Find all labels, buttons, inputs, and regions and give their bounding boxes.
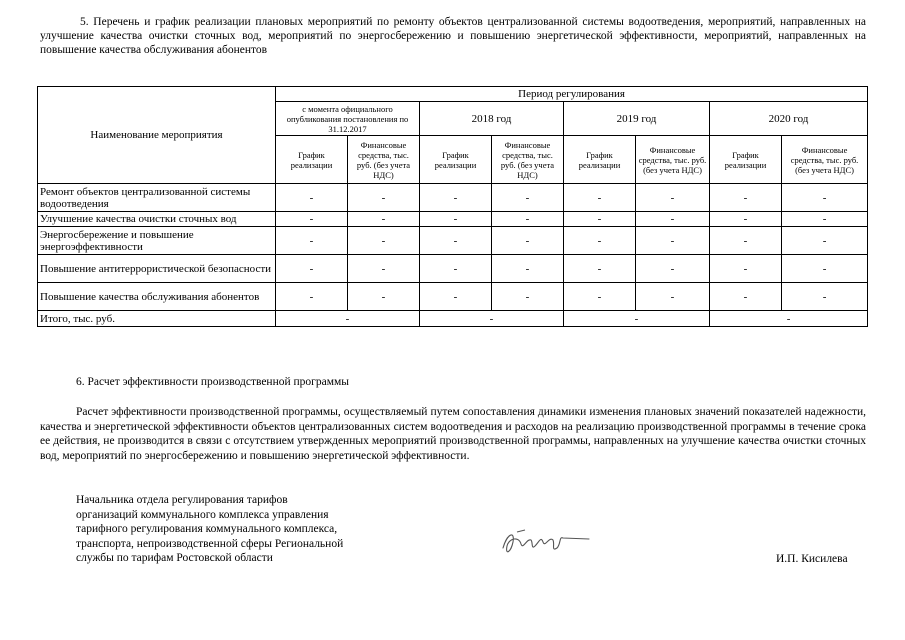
sub-header-schedule: График реализации (276, 136, 348, 184)
table-cell: - (276, 184, 348, 212)
row-activity-name: Улучшение качества очистки сточных вод (38, 212, 276, 227)
table-row (38, 212, 868, 227)
table-cell: - (564, 184, 636, 212)
table-row (38, 227, 868, 255)
row-activity-name: Ремонт объектов централизованной системы водоотведения (38, 184, 276, 212)
table-cell: - (636, 227, 710, 255)
table-cell: - (492, 283, 564, 311)
table-row (38, 283, 868, 311)
table-cell: - (564, 227, 636, 255)
table-cell: - (636, 255, 710, 283)
period-header-2018: 2018 год (420, 102, 564, 136)
period-header-2020: 2020 год (710, 102, 868, 136)
table-cell: - (492, 212, 564, 227)
total-cell: - (420, 311, 564, 327)
sub-header-finance: Финансовые средства, тыс. руб. (без учета НДС) (492, 136, 564, 184)
table-cell: - (420, 283, 492, 311)
table-cell: - (420, 184, 492, 212)
signer-position-line: Начальника отдела регулирования тарифов (76, 494, 288, 506)
table-cell: - (420, 227, 492, 255)
section-5-heading: 5. Перечень и график реализации плановых мероприятий по ремонту объектов централизованной системы водоотведения, мероприятий, направленных на улучшение качества очистки сточных вод, мероприятий по энергосбережению и повышению энергетической эффективности, мероприятий, направленных на повышение качества обслуживания абонентов (40, 16, 866, 56)
table-cell: - (564, 212, 636, 227)
table-cell: - (782, 283, 868, 311)
table-row (38, 184, 868, 212)
signature-icon (497, 526, 597, 560)
table-cell: - (276, 227, 348, 255)
table-cell: - (564, 283, 636, 311)
table-cell: - (420, 255, 492, 283)
table-cell: - (782, 255, 868, 283)
total-cell: - (564, 311, 710, 327)
signer-position-line: организаций коммунального комплекса управления (76, 508, 329, 521)
signer-name: И.П. Кисилева (776, 553, 848, 565)
table-cell: - (348, 283, 420, 311)
table-cell: - (348, 184, 420, 212)
table-row (38, 255, 868, 283)
signer-position-line: службы по тарифам Ростовской области (76, 552, 273, 565)
signer-position-line: тарифного регулирования коммунального комплекса, (76, 523, 338, 536)
table-cell: - (782, 212, 868, 227)
table-cell: - (782, 227, 868, 255)
table-cell: - (636, 212, 710, 227)
table-cell: - (420, 212, 492, 227)
table-cell: - (710, 212, 782, 227)
signer-position-line: транспорта, непроизводственной сферы Региональной (76, 537, 344, 550)
row-activity-name: Повышение антитеррористической безопасности (38, 255, 276, 283)
table-cell: - (276, 255, 348, 283)
table-cell: - (564, 255, 636, 283)
table-cell: - (636, 184, 710, 212)
table-cell: - (348, 212, 420, 227)
table-cell: - (276, 283, 348, 311)
signer-position (76, 493, 396, 566)
table-cell: - (636, 283, 710, 311)
sub-header-schedule: График реализации (710, 136, 782, 184)
table-cell: - (492, 227, 564, 255)
table-cell: - (710, 255, 782, 283)
sub-header-schedule: График реализации (420, 136, 492, 184)
table-cell: - (276, 212, 348, 227)
table-cell: - (710, 227, 782, 255)
activities-table (37, 86, 868, 327)
table-cell: - (710, 283, 782, 311)
sub-header-schedule: График реализации (564, 136, 636, 184)
row-activity-name: Повышение качества обслуживания абонентов (38, 283, 276, 311)
period-header-2019: 2019 год (564, 102, 710, 136)
table-cell: - (492, 184, 564, 212)
row-activity-name: Энергосбережение и повышение энергоэффективности (38, 227, 276, 255)
section-6-heading: 6. Расчет эффективности производственной программы (76, 376, 350, 388)
table-cell: - (710, 184, 782, 212)
section-6-paragraph: Расчет эффективности производственной программы, осуществляемый путем сопоставления динамики изменения плановых значений показателей надежности, качества и энергетической эффективности объектов централизованных систем водоотведения и расходов на реализацию производственной программы в течение срока ее действия, не производится в связи с отсутствием утвержденных мероприятий производственной программы, направленных на улучшение качества очистки сточных вод, мероприятий по энергосбережению и повышению энергетической эффективности. (40, 406, 866, 462)
table-cell: - (782, 184, 868, 212)
period-header: Период регулирования (276, 87, 868, 102)
total-cell: - (710, 311, 868, 327)
table-total-row (38, 311, 868, 327)
table-cell: - (348, 255, 420, 283)
total-cell: - (276, 311, 420, 327)
table-cell: - (492, 255, 564, 283)
handwritten-signature (497, 526, 597, 565)
table-cell: - (348, 227, 420, 255)
col-header-activity: Наименование мероприятия (38, 87, 276, 184)
period-header-2017: с момента официального опубликования постановления по 31.12.2017 (276, 102, 420, 136)
sub-header-finance: Финансовые средства, тыс. руб. (без учета НДС) (636, 136, 710, 184)
total-label: Итого, тыс. руб. (38, 311, 276, 327)
sub-header-finance: Финансовые средства, тыс. руб. (без учета НДС) (348, 136, 420, 184)
sub-header-finance: Финансовые средства, тыс. руб. (без учета НДС) (782, 136, 868, 184)
